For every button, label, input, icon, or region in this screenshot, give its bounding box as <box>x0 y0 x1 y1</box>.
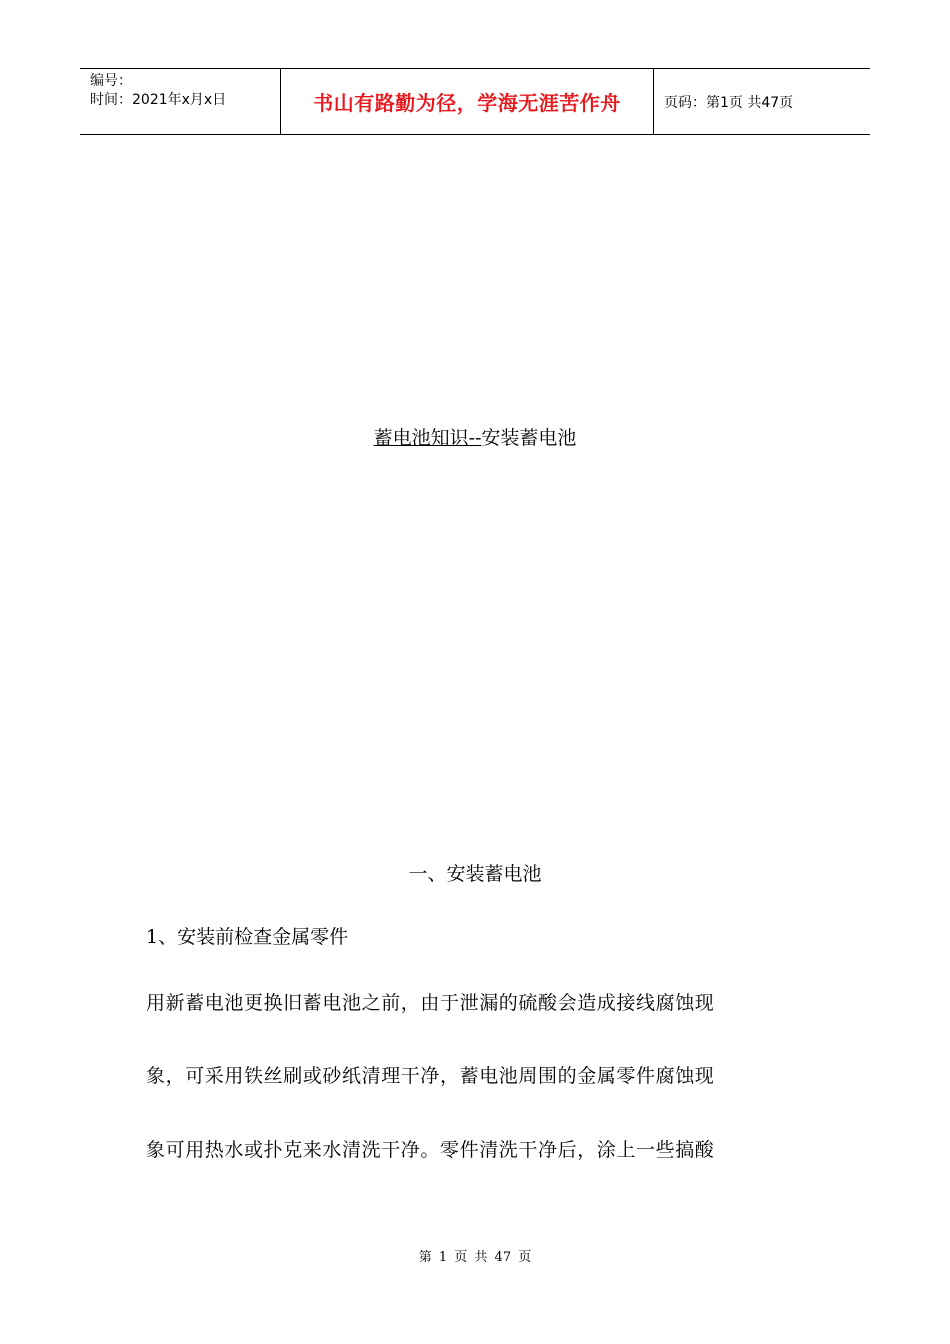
document-title-rest: 安装蓄电池 <box>481 427 577 449</box>
document-title-underlined: 蓄电池知识-- <box>373 427 482 449</box>
section-heading: 一、安装蓄电池 <box>408 863 542 885</box>
header-motto: 书山有路勤为径，学海无涯苦作舟 <box>281 69 654 134</box>
body-paragraph-line: 象可用热水或扑克来水清洗干净。零件清洗干净后，涂上一些搞酸 <box>146 1139 715 1161</box>
page-footer: 第 1 页 共 47 页 <box>418 1250 532 1265</box>
document-title <box>0 423 950 450</box>
page-header <box>80 68 870 135</box>
header-meta-cell <box>80 69 281 134</box>
header-page-info: 页码：第1页 共47页 <box>664 94 794 111</box>
document-date-label: 时间：2021年x月x日 <box>90 92 227 108</box>
document-number-label: 编号： <box>90 73 132 89</box>
body-paragraph-line: 用新蓄电池更换旧蓄电池之前，由于泄漏的硫酸会造成接线腐蚀现 <box>146 992 715 1014</box>
section-subheading: 1、安装前检查金属零件 <box>146 926 349 948</box>
body-paragraph-line: 象，可采用铁丝刷或砂纸清理干净，蓄电池周围的金属零件腐蚀现 <box>146 1065 715 1087</box>
